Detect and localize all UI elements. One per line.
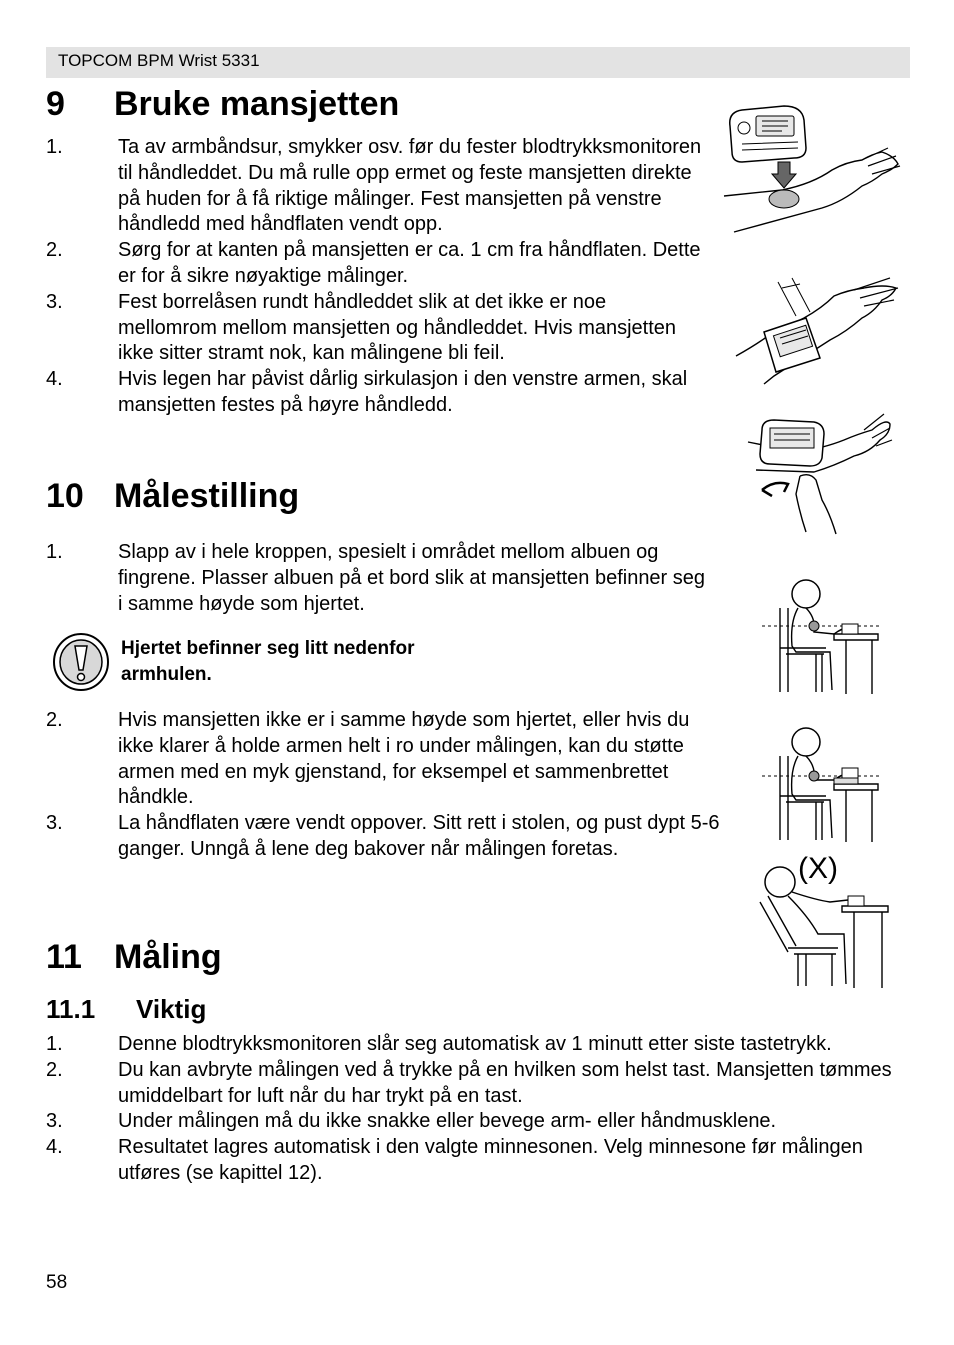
item-text: Hvis mansjetten ikke er i samme høyde som hjertet, eller hvis du ikke klarer å holde armen helt i ro under målingen, kan du støtte armen med en myk gjenstand, for eksempel et sammenbrettet håndkle. xyxy=(118,709,690,809)
item-text: Fest borrelåsen rundt håndleddet slik at det ikke er noe mellomrom mellom mansjetten og håndleddet. Hvis mansjetten ikke sitter stramt nok, kan målingene bli feil. xyxy=(118,290,677,365)
list-item xyxy=(46,811,726,863)
wrong-posture-mark: (X) xyxy=(798,852,838,885)
item-text: Denne blodtrykksmonitoren slår seg automatisk av 1 minutt etter siste tastetrykk. xyxy=(118,1033,832,1055)
item-number: 2. xyxy=(46,1058,63,1081)
section-10-heading xyxy=(46,476,299,516)
section-11-list xyxy=(46,1032,911,1187)
page-header: TOPCOM BPM Wrist 5331 xyxy=(46,47,910,78)
wrong-posture-illustration xyxy=(758,862,892,990)
section-9-heading xyxy=(46,84,399,124)
item-text: Hvis legen har påvist dårlig sirkulasjon i den venstre armen, skal mansjetten festes på høyre håndledd. xyxy=(118,368,688,416)
subsection-title: Viktig xyxy=(136,994,207,1024)
page-number: 58 xyxy=(46,1272,68,1293)
list-item xyxy=(46,238,706,290)
item-number: 3. xyxy=(46,1110,63,1133)
section-number: 11 xyxy=(46,938,82,976)
item-text: Under målingen må du ikke snakke eller bevege arm- eller håndmusklene. xyxy=(118,1110,777,1133)
list-item xyxy=(46,1032,911,1058)
velcro-fastening-illustration xyxy=(744,410,894,538)
list-item xyxy=(46,1058,911,1110)
item-number: 1. xyxy=(46,136,63,158)
list-item xyxy=(46,135,706,238)
item-number: 4. xyxy=(46,1136,63,1159)
note-text: Hjertet befinner seg litt nedenfor armhulen. xyxy=(121,638,415,685)
list-item xyxy=(46,708,726,811)
subsection-number: 11.1 xyxy=(46,994,96,1024)
cuff-placement-illustration xyxy=(722,104,904,236)
section-title: Målestilling xyxy=(114,477,300,515)
supported-arm-posture-illustration xyxy=(762,726,882,844)
item-number: 3. xyxy=(46,290,63,313)
list-item xyxy=(46,367,706,419)
section-number: 9 xyxy=(46,85,65,123)
section-11-heading xyxy=(46,937,222,977)
item-text: Resultatet lagres automatisk i den valgte minnesonen. Velg minnesone før målingen utføres (se kapittel 12). xyxy=(118,1136,863,1184)
item-number: 1. xyxy=(46,1033,63,1055)
list-item xyxy=(46,1135,911,1187)
list-item xyxy=(46,290,706,367)
section-10-list-b xyxy=(46,708,726,863)
list-item xyxy=(46,1109,911,1135)
item-text: Slapp av i hele kroppen, spesielt i området mellom albuen og fingrene. Plasser albuen på et bord slik at mansjetten befinner seg i samme høyde som hjertet. xyxy=(118,541,706,615)
item-number: 3. xyxy=(46,812,63,835)
cuff-distance-illustration xyxy=(734,272,902,386)
item-number: 4. xyxy=(46,368,63,391)
item-text: Ta av armbåndsur, smykker osv. før du fester blodtrykksmonitoren til håndleddet. Du må rulle opp ermet og feste mansjetten direkte på huden for å få riktige målinger. Fest mansjetten på venstre håndledd med håndflaten vendt opp. xyxy=(118,136,702,236)
item-text: La håndflaten være vendt oppover. Sitt rett i stolen, og pust dypt 5-6 ganger. Unngå å lene deg bakover når målingen foretas. xyxy=(118,812,720,860)
section-10-list-a xyxy=(46,540,706,617)
subsection-11-1-heading xyxy=(46,994,206,1024)
warning-icon xyxy=(52,632,110,692)
section-9-list xyxy=(46,135,706,419)
section-title: Bruke mansjetten xyxy=(114,85,400,123)
section-title: Måling xyxy=(114,938,222,976)
correct-posture-illustration xyxy=(762,578,882,696)
item-number: 1. xyxy=(46,541,63,563)
item-number: 2. xyxy=(46,239,63,262)
item-text: Sørg for at kanten på mansjetten er ca. 1 cm fra håndflaten. Dette er for å sikre nøyaktige målinger. xyxy=(118,239,701,287)
section-number: 10 xyxy=(46,477,84,515)
item-number: 2. xyxy=(46,709,63,731)
list-item xyxy=(46,540,706,617)
item-text: Du kan avbryte målingen ved å trykke på en hvilken som helst tast. Mansjetten tømmes umiddelbart for luft når du har trykt på en tast. xyxy=(118,1058,892,1107)
